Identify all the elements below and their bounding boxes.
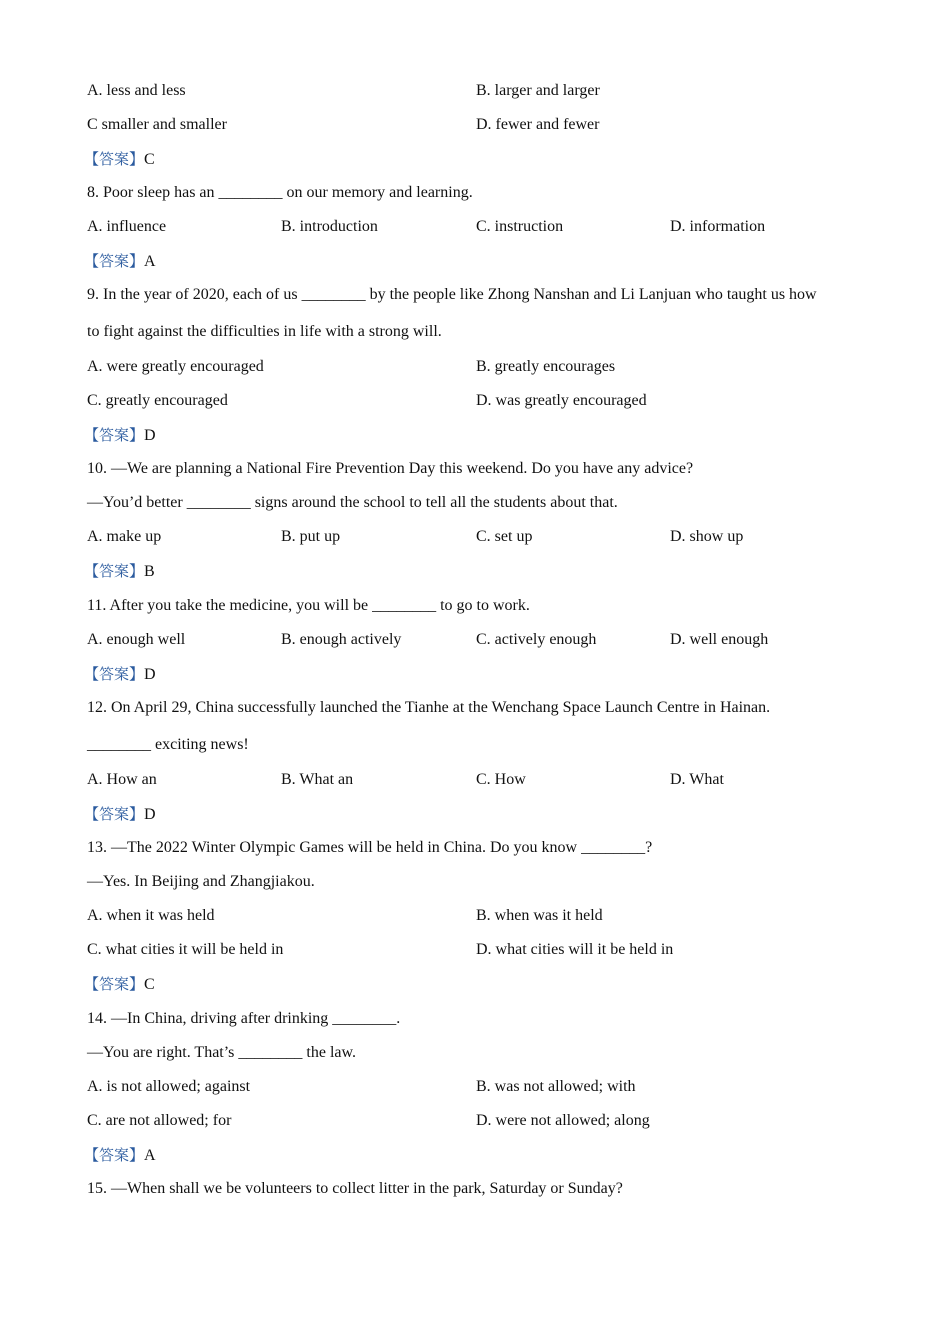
q9-option-a: A. were greatly encouraged <box>87 358 264 375</box>
q8-option-d: D. information <box>670 218 766 235</box>
q13-answer: 【答案】C <box>84 975 155 993</box>
q8-option-a: A. influence <box>87 218 167 235</box>
answer-label: 答案 <box>99 975 130 993</box>
answer-value: D <box>144 427 156 444</box>
q12-option-a: A. How an <box>87 771 157 788</box>
q10-stem-line-2: —You’d better ________ signs around the school to tell all the students about that. <box>87 494 618 511</box>
q14-option-b: B. was not allowed; with <box>476 1078 636 1095</box>
q10-option-a: A. make up <box>87 528 162 545</box>
q13-stem-line-2: —Yes. In Beijing and Zhangjiakou. <box>87 873 315 890</box>
answer-label: 答案 <box>99 805 130 823</box>
q8-answer: 【答案】A <box>84 252 156 270</box>
q12-stem-line-1: 12. On April 29, China successfully launched the Tianhe at the Wenchang Space Launch Centre in Hainan. <box>87 699 771 716</box>
q15-stem: 15. —When shall we be volunteers to collect litter in the park, Saturday or Sunday? <box>87 1180 623 1197</box>
answer-label: 答案 <box>99 150 130 168</box>
q10-option-d: D. show up <box>670 528 744 545</box>
q13-option-d: D. what cities will it be held in <box>476 941 674 958</box>
q14-stem-line-2: —You are right. That’s ________ the law. <box>87 1044 357 1061</box>
answer-label: 答案 <box>99 252 130 270</box>
q12-answer: 【答案】D <box>84 805 156 823</box>
q7-option-c: C smaller and smaller <box>87 116 227 133</box>
answer-value: D <box>144 666 156 683</box>
answer-value: C <box>144 151 155 168</box>
q9-option-c: C. greatly encouraged <box>87 392 228 409</box>
q10-answer: 【答案】B <box>84 562 155 580</box>
q14-option-c: C. are not allowed; for <box>87 1112 232 1129</box>
answer-label: 答案 <box>99 665 130 683</box>
q11-stem: 11. After you take the medicine, you will be ________ to go to work. <box>87 597 530 614</box>
answer-label: 答案 <box>99 426 130 444</box>
answer-label: 答案 <box>99 1146 130 1164</box>
q11-answer: 【答案】D <box>84 665 156 683</box>
answer-value: A <box>144 1147 156 1164</box>
q13-option-b: B. when was it held <box>476 907 603 924</box>
answer-value: C <box>144 976 155 993</box>
q10-stem-line-1: 10. —We are planning a National Fire Prevention Day this weekend. Do you have any advice? <box>87 460 694 477</box>
q11-option-b: B. enough actively <box>281 631 402 648</box>
q12-stem-line-2: ________ exciting news! <box>87 736 249 753</box>
q14-answer: 【答案】A <box>84 1146 156 1164</box>
q8-option-c: C. instruction <box>476 218 564 235</box>
answer-value: D <box>144 806 156 823</box>
q7-option-b: B. larger and larger <box>476 82 600 99</box>
answer-value: A <box>144 253 156 270</box>
q11-option-c: C. actively enough <box>476 631 597 648</box>
q9-answer: 【答案】D <box>84 426 156 444</box>
q11-option-d: D. well enough <box>670 631 769 648</box>
q13-option-c: C. what cities it will be held in <box>87 941 284 958</box>
q12-option-c: C. How <box>476 771 526 788</box>
q11-option-a: A. enough well <box>87 631 186 648</box>
q13-option-a: A. when it was held <box>87 907 215 924</box>
q10-option-b: B. put up <box>281 528 341 545</box>
q10-option-c: C. set up <box>476 528 533 545</box>
answer-label: 答案 <box>99 562 130 580</box>
q8-option-b: B. introduction <box>281 218 378 235</box>
q13-stem-line-1: 13. —The 2022 Winter Olympic Games will be held in China. Do you know ________? <box>87 839 653 856</box>
q12-option-b: B. What an <box>281 771 354 788</box>
q9-stem-line-1: 9. In the year of 2020, each of us ________ by the people like Zhong Nanshan and Li Lanjuan who taught us how <box>87 286 817 303</box>
q7-answer: 【答案】C <box>84 150 155 168</box>
q14-option-d: D. were not allowed; along <box>476 1112 650 1129</box>
q14-stem-line-1: 14. —In China, driving after drinking ________. <box>87 1010 401 1027</box>
answer-value: B <box>144 563 155 580</box>
q9-option-d: D. was greatly encouraged <box>476 392 647 409</box>
q7-option-a: A. less and less <box>87 82 186 99</box>
q8-stem: 8. Poor sleep has an ________ on our memory and learning. <box>87 184 473 201</box>
q12-option-d: D. What <box>670 771 724 788</box>
q7-option-d: D. fewer and fewer <box>476 116 600 133</box>
q9-stem-line-2: to fight against the difficulties in life with a strong will. <box>87 323 442 340</box>
q9-option-b: B. greatly encourages <box>476 358 616 375</box>
q14-option-a: A. is not allowed; against <box>87 1078 251 1095</box>
